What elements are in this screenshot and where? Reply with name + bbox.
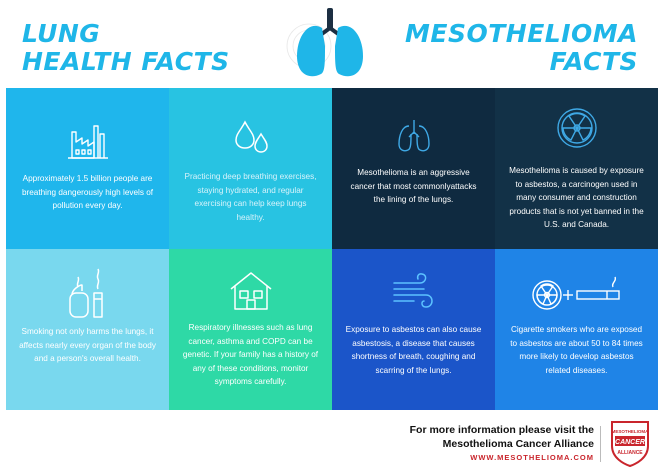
fact-text: Cigarette smokers who are exposed to asbestos are about 50 to 84 times more likely to develop asbestos related diseases.: [510, 325, 643, 375]
radiation-cigarette-icon: [529, 271, 625, 315]
radiation-icon: [555, 106, 599, 150]
fact-card-mesothelioma-aggressive: [332, 88, 495, 249]
left-title-line1: LUNG: [22, 19, 101, 48]
svg-text:MESOTHELIOMA: MESOTHELIOMA: [611, 429, 649, 434]
house-icon: [227, 269, 275, 313]
fact-text: Exposure to asbestos can also cause asbestosis, a disease that causes shortness of breath, coughing and scarring of the lungs.: [345, 325, 482, 375]
fact-text: Approximately 1.5 billion people are breathing dangerously high levels of pollution every day.: [21, 174, 154, 210]
factory-icon: [66, 122, 110, 160]
right-title-line1: MESOTHELIOMA: [405, 19, 638, 48]
lungs-icon: [275, 2, 385, 84]
fact-card-smoking: [6, 249, 169, 410]
water-drops-icon: [229, 118, 273, 158]
fact-card-asbestosis: [332, 249, 495, 410]
fact-card-healthy-lungs: [169, 88, 332, 249]
website-link[interactable]: WWW.MESOTHELIOMA.COM: [470, 453, 594, 462]
fact-card-mesothelioma-cause: [495, 88, 658, 249]
svg-text:ALLIANCE: ALLIANCE: [617, 450, 643, 456]
fact-card-smokers-asbestos: [495, 249, 658, 410]
cigarette-lighter-icon: [60, 265, 116, 321]
footer: [0, 410, 660, 470]
fact-text: Practicing deep breathing exercises, staying hydrated, and regular exercising can help keep lungs healthy.: [184, 172, 317, 222]
footer-info-line: For more information please visit the: [409, 424, 594, 436]
svg-text:CANCER: CANCER: [615, 439, 645, 446]
fact-text: Mesothelioma is an aggressive cancer that most commonlyattacks the lining of the lungs.: [350, 168, 477, 204]
fact-card-genetic: [169, 249, 332, 410]
left-title-line2: HEALTH FACTS: [22, 47, 230, 76]
fact-text: Respiratory illnesses such as lung cancer, asthma and COPD can be genetic. If your family has a history of any of these conditions, monitor symptoms carefully.: [182, 323, 319, 386]
fact-card-pollution: [6, 88, 169, 249]
footer-organization-name: Mesothelioma Cancer Alliance: [442, 438, 594, 450]
wind-icon: [390, 269, 438, 313]
fact-text: Smoking not only harms the lungs, it affects nearly every organ of the body and a person's overall health.: [19, 327, 156, 363]
right-title-line2: FACTS: [549, 47, 638, 76]
header: [0, 0, 660, 88]
footer-divider: [600, 426, 601, 462]
facts-grid: [6, 88, 658, 410]
lung-health-facts-title: [22, 20, 230, 76]
mesothelioma-facts-title: [405, 20, 638, 76]
lungs-icon: [394, 116, 434, 156]
mesothelioma-cancer-alliance-logo: [606, 416, 654, 468]
fact-text: Mesothelioma is caused by exposure to asbestos, a carcinogen used in many consumer and construction products that is not yet banned in the U.S. and Canada.: [509, 166, 644, 229]
